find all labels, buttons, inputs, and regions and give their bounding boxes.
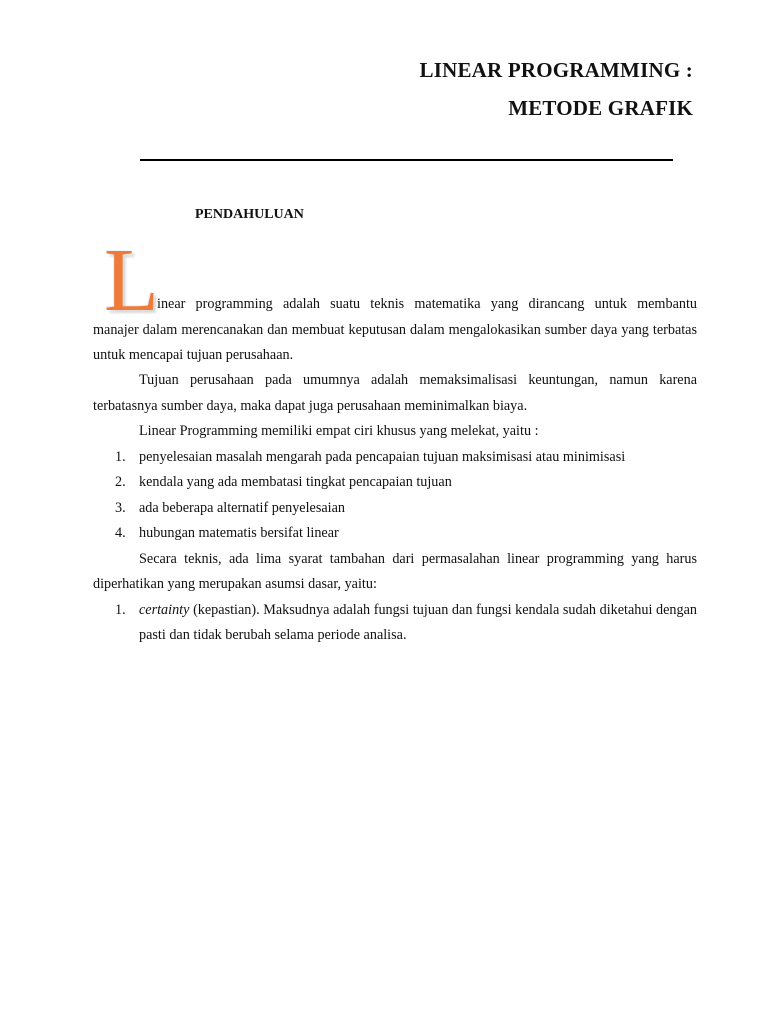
list-number: 2. — [115, 474, 126, 490]
intro-first-line: inear programming adalah suatu teknis matematika yang dirancang untuk membantu — [157, 296, 697, 312]
list-text: ada beberapa alternatif penyelesaian — [139, 499, 345, 516]
list-item — [93, 470, 697, 496]
list-item — [93, 496, 697, 522]
list-text: kendala yang ada membatasi tingkat pencapaian tujuan — [139, 474, 452, 490]
drop-cap-letter: L — [104, 231, 159, 330]
list-text — [139, 598, 697, 649]
assumption-term: certainty — [139, 601, 190, 618]
list-item — [93, 521, 697, 547]
body-flow — [93, 368, 697, 649]
list-number: 1. — [115, 601, 126, 618]
paragraph-assumptions: Secara teknis, ada lima syarat tambahan dari permasalahan linear programming yang harus diperhatikan yang merupakan asumsi dasar, yaitu: — [93, 550, 697, 592]
list-text: hubungan matematis bersifat linear — [139, 525, 339, 541]
list-number: 1. — [115, 448, 126, 465]
list-item — [93, 598, 697, 649]
list-item — [93, 445, 697, 471]
list-text: penyelesaian masalah mengarah pada pencapaian tujuan maksimisasi atau minimisasi — [139, 448, 626, 465]
paragraph-objective: Tujuan perusahaan pada umumnya adalah memaksimalisasi keuntungan, namun karena terbatasnya sumber daya, maka dapat juga perusahaan meminimalkan biaya. — [93, 372, 697, 414]
assumptions-list — [93, 598, 697, 649]
document-title-line-2: METODE GRAFIK — [508, 96, 693, 120]
intro-rest: manajer dalam merencanakan dan membuat keputusan dalam mengalokasikan sumber daya yang terbatas untuk mencapai tujuan perusahaan. — [93, 321, 697, 363]
title-divider — [140, 159, 673, 161]
list-number: 4. — [115, 525, 126, 541]
section-heading: PENDAHULUAN — [195, 207, 304, 222]
characteristics-list — [93, 445, 697, 547]
list-number: 3. — [115, 499, 126, 516]
paragraph-characteristics: Linear Programming memiliki empat ciri khusus yang melekat, yaitu : — [139, 423, 539, 439]
intro-paragraph — [93, 292, 697, 369]
assumption-description: (kepastian). Maksudnya adalah fungsi tujuan dan fungsi kendala sudah diketahui dengan pasti dan tidak berubah selama periode analisa. — [139, 601, 697, 643]
document-title-line-1: LINEAR PROGRAMMING : — [419, 58, 693, 82]
